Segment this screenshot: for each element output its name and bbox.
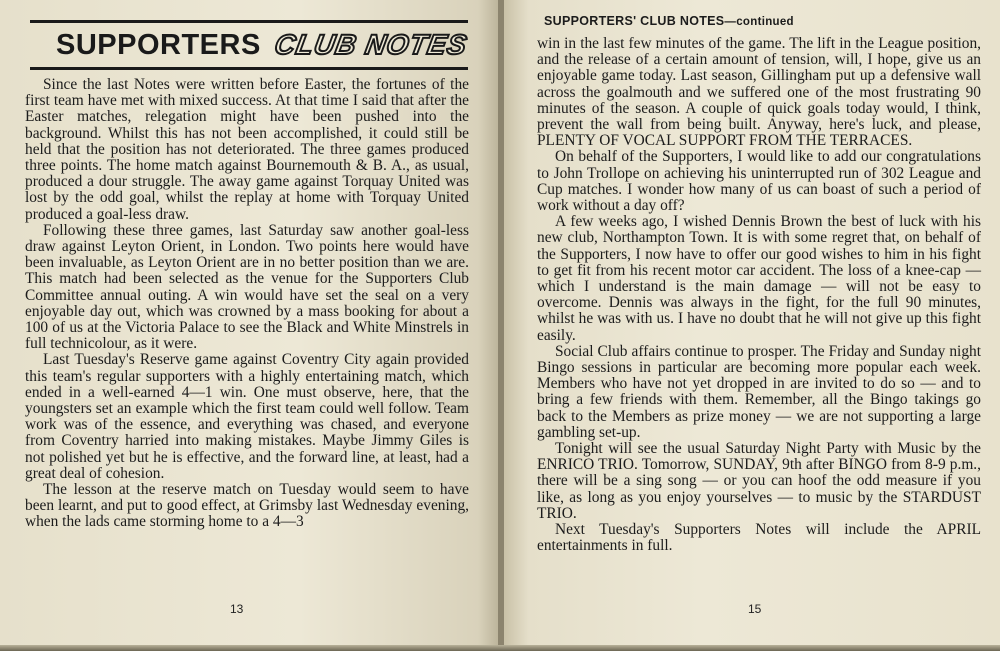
left-page bbox=[0, 0, 498, 651]
right-page-number: 15 bbox=[748, 602, 762, 616]
masthead-title-club-notes: CLUB NOTES bbox=[272, 29, 470, 60]
left-paragraph-3: Last Tuesday's Reserve game against Coventry City again provided this team's regular supporters with a highly entertaining match, which ended in a well-earned 4—1 win. One must observe, here, that the youngsters set an example which the first team could well follow. Team work was of the essence, and everything was chased, and everyone from Coventry harried into making mistakes. Maybe Jimmy Giles is not polished yet but he is effective, and the forward line, at least, had a great deal of cohesion. bbox=[25, 351, 469, 482]
masthead-title-supporters: SUPPORTERS bbox=[56, 28, 261, 61]
left-paragraph-2: Following these three games, last Saturday saw another goal-less draw against Leyton Orient, in London. Two points here would have been invaluable, as Leyton Orient are in no better position than we are. This match had been selected as the venue for the Supporters Club Committee annual outing. A win would have set the seal on a very enjoyable day out, which was crowned by a mass booking for about a 100 of us at the Victoria Palace to see the Black and White Minstrels in full technicolour, as it were. bbox=[25, 221, 469, 353]
right-article-body bbox=[537, 36, 981, 555]
continued-heading bbox=[544, 14, 794, 28]
right-paragraph-6: Next Tuesday's Supporters Notes will include the APRIL entertainments in full. bbox=[537, 521, 981, 555]
left-article-body bbox=[25, 77, 469, 531]
right-paragraph-4: Social Club affairs continue to prosper. The Friday and Sunday night Bingo sessions in particular are becoming more popular each week. Members who have not yet dropped in are invited to do so — and to bring a few friends with them. Remember, all the Bingo takings go back to the Members as prize money — we are not supporting a large gambling set-up. bbox=[537, 342, 981, 441]
right-paragraph-3: A few weeks ago, I wished Dennis Brown the best of luck with his new club, Northampton Town. It is with some regret that, on behalf of the Supporters, I now have to offer our good wishes to him in his fight to get fit from his recent motor car accident. The loss of a knee-cap — which I understand is the main damage — will not be easy to overcome. Dennis was always in the fight, for the full 90 minutes, whilst he was with us. I have no doubt that he will not give up this fight easily. bbox=[537, 213, 981, 344]
right-paragraph-2: On behalf of the Supporters, I would like to add our congratulations to John Trollope on achieving his uninterrupted run of 302 League and Cup matches. I wonder how many of us can boast of such a period of work without a day off? bbox=[537, 148, 981, 215]
left-page-number: 13 bbox=[230, 602, 244, 616]
continued-heading-main: SUPPORTERS' CLUB NOTES bbox=[544, 14, 725, 28]
notes-masthead bbox=[30, 20, 468, 70]
right-paragraph-5: Tonight will see the usual Saturday Night Party with Music by the ENRICO TRIO. Tomorrow, SUNDAY, 9th after BINGO from 8-9 p.m., there will be a sing song — or you can hoof the odd measure if you like, as long as you enjoy yourselves — to music by the STARDUST TRIO. bbox=[537, 440, 981, 522]
page-bottom-edge bbox=[0, 645, 1000, 651]
left-paragraph-1: Since the last Notes were written before Easter, the fortunes of the first team have met with mixed success. At that time I said that after the Easter matches, relegation might have been pushed into the background. Whilst this has not been accomplished, it could still be held that the position has not deteriorated. The three games produced three points. The home match against Bournemouth & B. A., as usual, produced a dour struggle. The away game against Torquay United was lost by the odd goal, whilst the replay at home with Torquay United produced a goal-less draw. bbox=[25, 76, 469, 223]
continued-heading-suffix: —continued bbox=[724, 16, 794, 28]
right-paragraph-1: win in the last few minutes of the game. The lift in the League position, and the release of a certain amount of tension, will, I hope, give us an enjoyable game today. Last season, Gillingham put up a defensive wall across the goalmouth and we suffered one of the most frustrating 90 minutes of the season. A couple of quick goals today would, I think, prevent the wall from being built. Anyway, here's luck, and please, PLENTY OF VOCAL SUPPORT FROM THE TERRACES. bbox=[537, 35, 981, 150]
left-paragraph-4: The lesson at the reserve match on Tuesday would seem to have been learnt, and put to good effect, at Grimsby last Wednesday evening, when the lads came storming home to a 4—3 bbox=[25, 481, 469, 531]
